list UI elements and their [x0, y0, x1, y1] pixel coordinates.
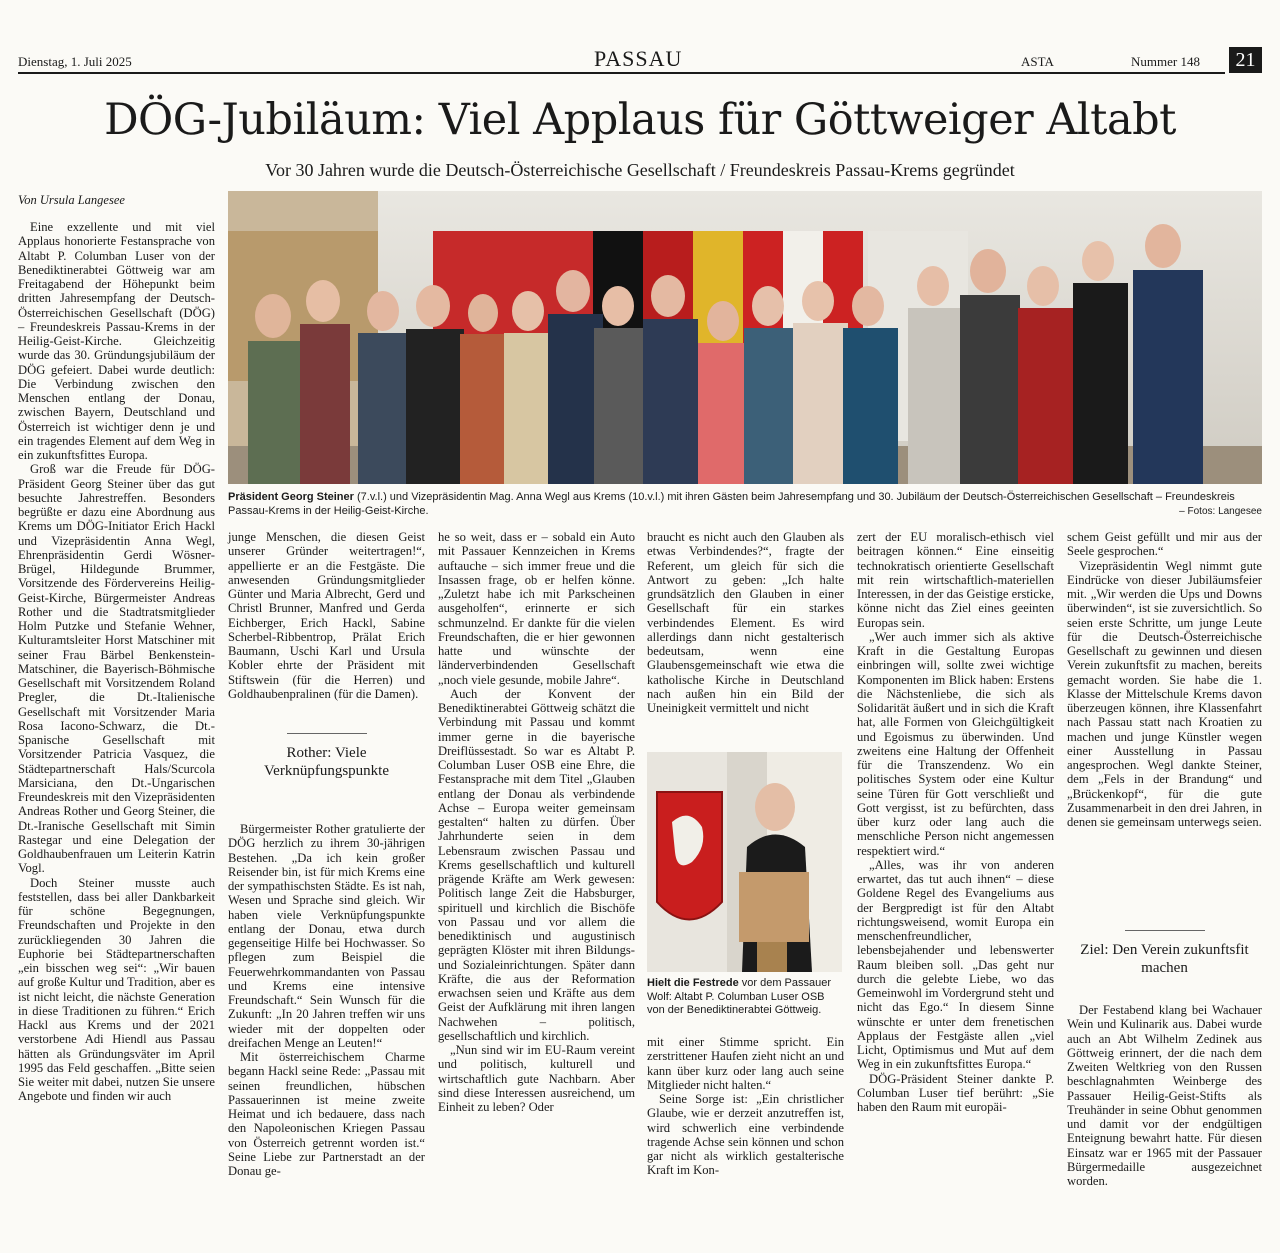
speaker-photo-illustration	[647, 752, 842, 972]
subhead-rother	[228, 733, 425, 780]
edition-label: ASTA	[1021, 54, 1054, 69]
issue-date: Dienstag, 1. Juli 2025	[18, 54, 132, 69]
paragraph: Eine exzellente und mit viel Applaus honorierte Festansprache von Altabt P. Columban Luser von der Benediktinerabtei Göttweig war am Freitagabend der Höhepunkt beim dritten Jahresempfang der Deutsch-Österreichischen Gesellschaft (DÖG) – Freundeskreis Passau-Krems in der Heilig-Geist-Kirche. Gleichzeitig wurde das 30. Gründungsjubiläum der DÖG gefeiert. Dabei wurde deutlich: Die Verbindung zwischen den Menschen entlang der Donau, zwischen Bayern, Deutschland und Österreich ist wichtiger denn je und ein tragendes Element auf dem Weg in ein zukunftsfittes Europa.	[18, 220, 215, 462]
group-photo	[228, 191, 1262, 484]
caption-bold: Hielt die Festrede	[647, 977, 739, 989]
paragraph: he so weit, dass er – sobald ein Auto mit Passauer Kennzeichen in Krems auftauche – sich immer freue und die Insassen frage, ob er helfen könne. „Zuletzt habe ich mit Parkscheinen ausgeholfen“, erinnerte er sich schmunzelnd. Er dankte für die vielen Freundschaften, die er hier gewonnen hatte und wünschte der länderverbindenden Gesellschaft „noch viele gesunde, mobile Jahre“.	[438, 530, 635, 687]
caption-bold: Präsident Georg Steiner	[228, 491, 354, 503]
paragraph: „Alles, was ihr von anderen erwartet, das tut auch ihnen“ – diese Goldene Regel des Evangeliums aus der Bergpredigt ist für den Altabt richtungsweisend, womit Europa ein menschenfreundlicher, lebensbejahender und lebenswerter Raum bleiben soll. „Das geht nur durch die gelebte Liebe, wo das Gemeinwohl im Vordergrund steht und nicht das Ego.“ In diesem Sinne wünschte er unter dem frenetischen Applaus der Festgäste allen „viel Licht, Optimismus und Mut auf dem Weg in ein zukunftsfittes Europa.“	[857, 857, 1054, 1072]
photo-credit: – Fotos: Langesee	[1179, 506, 1262, 517]
subhead-rule	[1125, 930, 1205, 931]
paragraph: Bürgermeister Rother gratulierte der DÖG herzlich zu ihrem 30-jährigen Bestehen. „Da ich kein großer Reisender bin, ist für mich Krems eine der sympathischsten Städte. Es ist nah, Wesen und Sprache sind gleich. Wir haben viele Verknüpfungspunkte entlang der Donau, etwa durch gegenseitige Hilfe bei Hochwasser. So pflegen zum Beispiel die Feuerwehrkommandanten von Passau und Krems eine intensive Freundschaft.“ Sein Wunsch für die Zukunft: „In 20 Jahren treffen wir uns wieder mit der doppelten oder dreifachen Menge an Leuten!“	[228, 822, 425, 1050]
paragraph: Groß war die Freude für DÖG-Präsident Georg Steiner über das gut besuchte Jahrestreffen. Besonders begrüßte er dazu eine Abordnung aus Krems um DÖG-Initiator Erich Hackl und Vizepräsidentin Anna Wegl, Ehrenpräsidentin Gerdi Wösner-Brügel, Hildegunde Brummer, Vorsitzende des Fördervereins Heilig-Geist-Kirche, Bürgermeister Andreas Rother und die Stadtratsmitglieder Holm Putzke und Stefanie Wehner, Kulturamtsleiter Horst Matschiner mit seiner Frau Bärbel Benkenstein-Matschiner, die Bayerisch-Böhmische Gesellschaft mit Vorsitzendem Roland Pregler, die Dt.-Italienische Gesellschaft mit Vorsitzender Maria Rosa Iacono-Schwarz, die Dt.-Spanische Gesellschaft mit Vorsitzender Patricia Vasquez, die Städtepartnerschaft Hals/Scurcola Marsiciana, den Dt.-Ungarischen Freundeskreis mit den Vizepräsidenten Andreas Rother und Georg Steiner, die Dt.-Iranische Gesellschaft mit Simin Rastegar und eine Delegation der Goldhaubenfrauen um Leiterin Katrin Vogl.	[18, 462, 215, 876]
caption-text: (7.v.l.) und Vizepräsidentin Mag. Anna Wegl aus Krems (10.v.l.) mit ihren Gästen beim Jahresempfang und 30. Jubiläum der Deutsch-Österreichischen Gesellschaft – Freundeskreis Passau-Krems in der Heilig-Geist-Kirche.	[228, 491, 1235, 517]
paragraph: Seine Sorge ist: „Ein christlicher Glaube, wie er derzeit anzutreffen ist, wird schwerlich eine verbindende tragende Achse sein können und schon gar nicht als wirklich gestalterische Kraft im Kon-	[647, 1092, 844, 1178]
column-4	[647, 530, 844, 715]
column-6b	[1067, 1003, 1262, 1188]
paragraph: Doch Steiner musste auch feststellen, dass bei aller Dankbarkeit für schöne Begegnungen, Freundschaften und Projekte in den zurückliegenden 30 Jahren die Euphorie bei Städtepartnerschaften „ein bisschen weg sei“: „Wir bauen auf große Kultur und Tradition, aber es ist nicht leicht, die nächste Generation in diese Traditionen zu führen.“ Erich Hackl aus Krems und der 2021 verstorbene Adi Hiendl aus Passau hätten als Gründungsväter im April 1995 das Feld geschaffen. „Bitte seien Sie weiter mit dabei, nutzen Sie unsere Angebote und finden wir auch	[18, 875, 215, 1104]
paragraph: schem Geist gefüllt und mir aus der Seele gesprochen.“	[1067, 530, 1262, 559]
column-3	[438, 530, 635, 1114]
column-6	[1067, 530, 1262, 829]
paragraph: braucht es nicht auch den Glauben als etwas Verbindendes?“, fragte der Referent, um gleich für sich die Antwort zu geben: „Ich halte grundsätzlich den Glauben in einer Gesellschaft für ein starkes verbindendes Element. Es wird allerdings dann nicht gestalterisch bedeutsam, wenn eine Glaubensgemeinschaft wie etwa die katholische Kirche in Deutschland nach außen hin ein Bild der Uneinigkeit vermittelt und nicht	[647, 530, 844, 715]
column-4b	[647, 1035, 844, 1178]
column-2b	[228, 822, 425, 1178]
paragraph: „Wer auch immer sich als aktive Kraft in die Gestaltung Europas einbringen will, sollte zwei wichtige Komponenten im Blick haben: Erstens die Nächstenliebe, die sich als Solidarität äußert und in sich die Kraft hat, alle Formen von Gleichgültigkeit und Egoismus zu überwinden. Und zweitens eine Haltung der Offenheit für die Transzendenz. Wo ein politisches System oder eine Kultur seine Türen für Gott verschließt und Gott vergisst, ist zu befürchten, dass über kurz oder lang auch die menschliche Person nicht angemessen respektiert wird.“	[857, 629, 1054, 858]
group-photo-illustration	[228, 191, 1262, 484]
paragraph: mit einer Stimme spricht. Ein zerstrittener Haufen zieht nicht an und kann über kurz oder lang auch seine Mitglieder nicht halten.“	[647, 1035, 844, 1092]
page-number: 21	[1229, 47, 1262, 73]
photo-caption	[228, 490, 1262, 518]
paragraph: Der Festabend klang bei Wachauer Wein und Kulinarik aus. Dabei wurde auch an Abt Wilhelm Zedinek aus Göttweig erinnert, der die nach dem Zweiten Weltkrieg von den Russen beschlagnahmten Weinberge des Passauer Heilig-Geist-Stifts als Treuhänder in seine Obhut genommen und damit vor der endgültigen Enteignung bewahrt hatte. Für diesen Einsatz war er 1965 mit der Passauer Bürgermedaille ausgezeichnet worden.	[1067, 1003, 1262, 1188]
issue-number: Nummer 148	[1131, 54, 1200, 69]
paragraph: Vizepräsidentin Wegl nimmt gute Eindrücke von dieser Jubiläumsfeier mit. „Wir werden die Ups und Downs überwinden“, ist sie zuversichtlich. So seien erste Schritte, um junge Leute für die Deutsch-Österreichische Gesellschaft zu gewinnen und diesen Verein zukunftsfit zu machen, bereits gemacht worden. Sie habe die 1. Klasse der Mittelschule Krems davon überzeugen können, ihre Klassenfahrt nach Passau statt nach Kroatien zu machen und junge Künstler wegen einer Ausstellung in Passau angesprochen. Wegl dankte Steiner, dem „Fels in der Brandung“ und „Brückenkopf“, für die gute Zusammenarbeit in den drei Jahren, in denen sie gemeinsam unterwegs seien.	[1067, 558, 1262, 829]
paragraph: junge Menschen, die diesen Geist unserer Gründer weitertragen!“, appellierte er an die Festgäste. Die anwesenden Gründungsmitglieder Günter und Maria Albrecht, Gerd und Christl Brunner, Manfred und Gerda Eichberger, Erich Hackl, Sabine Scherbel-Ribbentrop, Prälat Erich Baumann, Uschi Karl und Ursula Kobler ehrte der Präsident mit Stiftswein (für die Herren) und Goldhaubenpralinen (für die Damen).	[228, 530, 425, 701]
masthead-rule	[18, 72, 1225, 74]
byline: Von Ursula Langesee	[18, 193, 125, 207]
subhead-text: Rother: Viele Verknüpfungspunkte	[264, 745, 389, 779]
speaker-photo	[647, 752, 842, 972]
paragraph: zert der EU moralisch-ethisch viel beitragen können.“ Eine einseitig technokratisch orientierte Gesellschaft mit rein wirtschaftlich-materiellen Interessen, in der das Geistige ersticke, könne nicht das Ziel eines geeinten Europas sein.	[857, 530, 1054, 630]
headline: DÖG-Jubiläum: Viel Applaus für Göttweiger Altabt	[104, 95, 1176, 145]
paragraph: DÖG-Präsident Steiner dankte P. Columban Luser tief berührt: „Sie haben den Raum mit europäi-	[857, 1071, 1054, 1114]
subhead-rule	[287, 733, 367, 734]
subhead-text: Ziel: Den Verein zukunftsfit machen	[1080, 942, 1249, 976]
subheadline: Vor 30 Jahren wurde die Deutsch-Österreichische Gesellschaft / Freundeskreis Passau-Krems gegründet	[265, 160, 1015, 180]
column-2	[228, 530, 425, 701]
caption-text: vor dem Passauer Wolf: Altabt P. Columban Luser OSB von der Benediktinerabtei Göttweig.	[647, 977, 832, 1016]
subhead-ziel	[1067, 930, 1262, 977]
paragraph: Mit österreichischem Charme begann Hackl seine Rede: „Passau mit seinen freundlichen, hübschen Passauerinnen ist meine zweite Heimat und ich bedauere, dass nach den Napoleonischen Kriegen Passau von Österreich getrennt worden ist.“ Seine Liebe zur Partnerstadt an der Donau ge-	[228, 1050, 425, 1178]
paragraph: „Nun sind wir im EU-Raum vereint und politisch, kulturell und wirtschaftlich gute Nachbarn. Aber sind diese Interessen ausreichend, um Einheit zu leben? Oder	[438, 1043, 635, 1114]
section-title: PASSAU	[594, 46, 683, 71]
column-1	[18, 220, 215, 1104]
speaker-photo-caption	[647, 977, 842, 1018]
paragraph: Auch der Konvent der Benediktinerabtei Göttweig schätzt die Verbindung mit Passau und kommt immer gerne in die bayerische Dreiflüssestadt. So war es Altabt P. Columban Luser OSB eine Ehre, die Festansprache mit dem Titel „Glauben entlang der Donau als verbindende Achse – Europa weiter gemeinsam gestalten“ halten zu dürfen. Über Jahrhunderte seien in dem Lebensraum zwischen Passau und Krems gesellschaftlich und kulturell prägende Kräfte am Werk gewesen: Politisch lange Zeit die Habsburger, spirituell und kirchlich die Bischöfe von Passau und vor allem die benediktinisch und augustinisch geprägten Klöster mit ihren Bildungs- und Sozialeinrichtungen. Später dann Kräfte, die aus der Reformation erwachsen seien und Kräfte aus dem Geist der Aufklärung mit ihren langen Nachwehen – politisch, gesellschaftlich und kirchlich.	[438, 686, 635, 1043]
column-5	[857, 530, 1054, 1114]
